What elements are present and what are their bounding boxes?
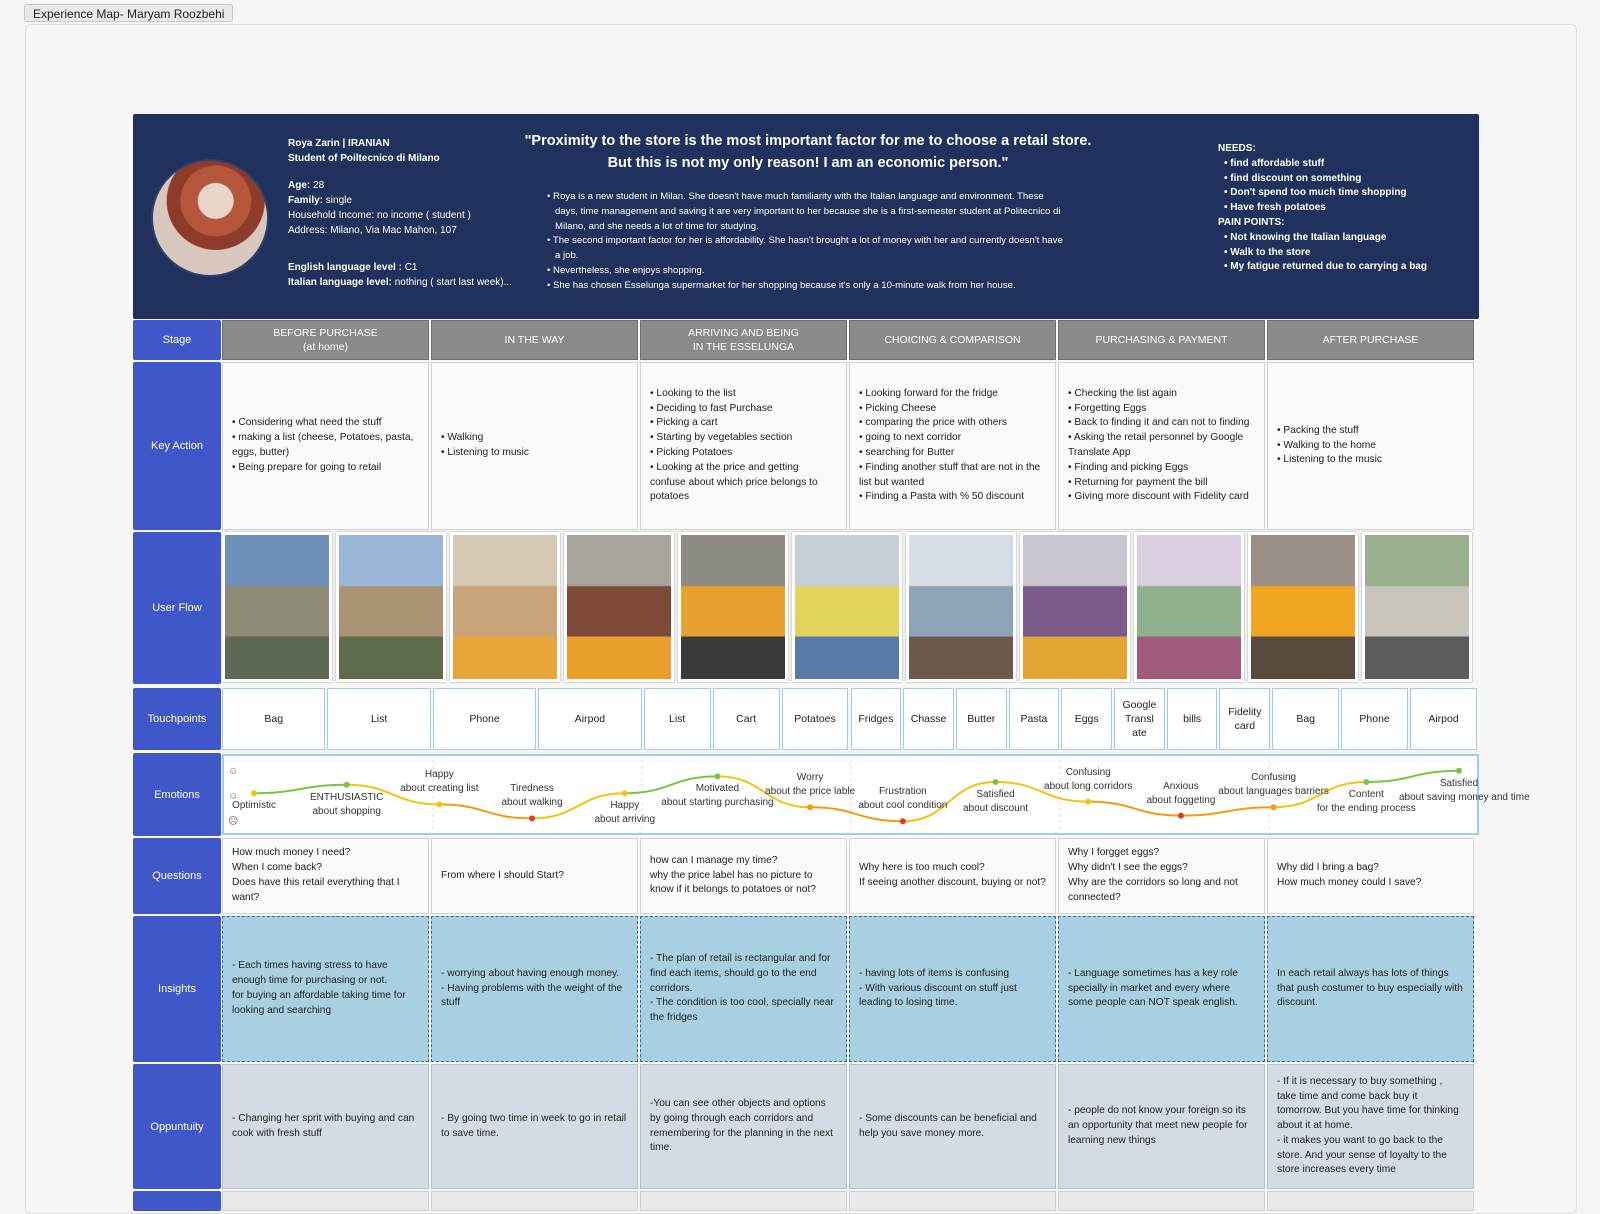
need-item: • Have fresh potatoes [1232,201,1468,216]
touchpoint-cell [433,688,536,750]
persona-card [133,114,1479,319]
emotion-point [622,790,628,796]
opportunity-cell-text: - If it is necessary to buy something , take time and come back buy it tomorrow. But you have time for thinking about it at home. - it makes you want to go back to the store. And your sense of loyalty to the store increases every time [1277,1075,1459,1176]
need-item: • find discount on something [1232,172,1468,187]
key-action-cell [1267,362,1474,530]
needs-pains [1218,142,1468,275]
touchpoint-cell [1410,688,1477,750]
key-action-item: • Packing the stuff [1277,424,1359,436]
key-action-item: • comparing the price with others [859,417,1007,429]
key-action-item: • Back to finding it and can not to finding [1068,417,1250,429]
pain-list [1218,231,1468,275]
key-action-cell [431,362,638,530]
user-flow-photo [336,532,446,682]
key-action-item: • Asking the retail personnel by Google Translate App [1068,432,1244,458]
key-action-item: • Giving more discount with Fidelity card [1068,491,1249,503]
key-action-list [232,416,419,475]
key-action-item: • Listening to the music [1277,454,1382,466]
key-action-item: • Picking Potatoes [650,447,733,458]
stage-header [640,320,847,360]
row-head-user-flow: User Flow [133,532,221,684]
key-action-item: • Picking Cheese [859,402,937,414]
touchpoint-cell-text: Airpod [1428,713,1459,725]
touchpoint-cell-text: Potatoes [794,713,836,725]
touchpoint-cell-text: Pasta [1020,713,1048,725]
persona-name: Roya Zarin | IRANIAN [288,138,390,149]
user-flow-photo [1362,532,1472,682]
question-cell-text: how can I manage my time? why the price label has no picture to know if it belongs to potatoes or not? [650,854,816,896]
emotion-point [714,773,720,779]
question-cell-text: Why I forgget eggs? Why didn't I see the eggs? Why are the corridors so long and not connected? [1068,847,1238,903]
question-cell [1058,838,1265,914]
emotion-point [1085,799,1091,805]
question-cell-text: Why here is too much cool? If seeing another discount, buying or not? [859,862,1046,888]
need-item: • find affordable stuff [1232,157,1468,172]
key-action-item: • Checking the list again [1068,387,1177,399]
opportunity-cell-text: - Some discounts can be beneficial and help you save money more. [859,1112,1037,1139]
touchpoint-cell [713,688,780,750]
insight-cell [222,916,429,1062]
key-action-item: • searching for Butter [859,447,955,458]
emotion-label: Tiredness about walking [501,783,563,809]
quote-line-2: But this is not my only reason! I am an economic person." [607,155,1009,171]
row-head-emotions: Emotions [133,753,221,836]
touchpoint-cell [327,688,430,750]
emotion-label: Worry about the price lable [765,772,856,798]
key-action-item: • Walking [441,432,484,444]
key-action-item: • Listening to music [441,447,529,458]
need-item: • Don't spend too much time shopping [1232,186,1468,201]
emotion-label: Satisfied about discount [963,789,1029,814]
emotion-label: Satisfied about saving money and time [1399,777,1530,803]
address: Address: Milano, Via Mac Mahon, 107 [288,225,457,236]
emotion-label: Happy about creating list [400,769,479,795]
key-action-item: • making a list (cheese, Potatoes, pasta, eggs, butter) [232,432,414,458]
emotion-label: Confusing about languages barriers [1218,772,1329,798]
user-flow-photo [450,532,560,682]
touchpoint-cell-text: Phone [1359,713,1390,725]
persona-story [545,190,1065,294]
stage-header-text: ARRIVING AND BEING IN THE ESSELUNGA [688,327,799,353]
row-head-stage: Stage [133,320,221,360]
insight-cell-text: - Language sometimes has a key role specially in market and every where some people can NOT speak english. [1068,967,1238,1009]
next-row-cell [1058,1191,1265,1211]
emotion-point [436,801,442,807]
emotion-line-segment [1181,807,1274,815]
pain-title: PAIN POINTS: [1218,216,1285,228]
key-action-item: • going to next corridor [859,432,962,444]
row-head-key-action: Key Action [133,362,221,530]
row-head-opportunity: Oppuntuity [133,1064,221,1189]
key-action-item: • Returning for payment the bill [1068,476,1208,488]
stage-header-text: IN THE WAY [504,334,565,346]
touchpoint-cell [903,688,954,750]
age-value: 28 [313,180,325,191]
italian-value: nothing ( start last week)... [394,277,512,288]
opportunity-cell-text: - Changing her sprit with buying and can cook with fresh stuff [232,1112,415,1139]
income: Household Income: no income ( student ) [288,210,471,221]
stage-header [431,320,638,360]
user-flow-photo [564,532,674,682]
key-action-item: • Deciding to fast Purchase [650,402,773,414]
insight-cell-text: - having lots of items is confusing - With various discount on stuff just leading to losing time. [859,967,1017,1009]
row-head-questions: Questions [133,838,221,914]
age-label: Age: [288,180,311,191]
key-action-item: • Forgetting Eggs [1068,402,1147,414]
emotion-label: Content for the ending process [1316,789,1416,814]
key-action-cell [640,362,847,530]
touchpoint-cell [1219,688,1270,750]
touchpoint-cell [782,688,849,750]
sad-face-icon: ☹ [228,816,239,827]
user-flow-photo [906,532,1016,682]
stage-header-text: AFTER PURCHASE [1322,334,1419,346]
happy-face-icon: ☺ [228,766,239,777]
needs-list [1218,157,1468,216]
touchpoint-cell-text: Fidelity card [1228,706,1262,732]
english-value: C1 [404,262,418,273]
touchpoint-cell-text: Cart [736,713,756,725]
touchpoint-cell-text: bills [1183,713,1202,725]
italian-label: Italian language level: [288,277,392,288]
opportunity-cell [222,1064,429,1189]
user-flow-photo [678,532,788,682]
stage-header [849,320,1056,360]
insight-cell [849,916,1056,1062]
key-action-item: • Walking to the home [1277,439,1376,451]
touchpoint-cell [1009,688,1060,750]
emotion-point [344,782,350,788]
touchpoint-cell [956,688,1007,750]
story-item: • She has chosen Esselunga supermarket for her shopping because it's only a 10-minute walk from her house. [555,279,1065,294]
touchpoint-cell [538,688,641,750]
key-action-cell [849,362,1056,530]
emotion-label: Motivated about starting purchasing [661,783,774,809]
story-item: • Roya is a new student in Milan. She doesn't have much familiarity with the Italian language and environment. These days, time management and saving it are very important to her because she is a first-semester student at Politecnico di Milano, and she needs a lot of time for studying. [555,190,1065,234]
emotion-point [900,818,906,824]
emotion-label: ENTHUSIASTIC about shopping [310,791,384,817]
family-value: single [325,195,352,206]
insight-cell [1267,916,1474,1062]
key-action-item: • Looking at the price and getting confuse about which price belongs to potatoes [650,461,818,503]
persona-quote [513,130,1103,174]
stage-header [1058,320,1265,360]
opportunity-cell [640,1064,847,1189]
question-cell-text: How much money I need? When I come back? Does have this retail everything that I want? [232,847,400,903]
touchpoint-cell-text: Chasse [910,713,947,725]
emotion-label: Optimistic [232,800,276,812]
user-flow-photo [1134,532,1244,682]
user-flow-photo [1248,532,1358,682]
opportunity-cell [1267,1064,1474,1189]
story-item: • Nevertheless, she enjoys shopping. [555,264,1065,279]
persona-school: Student of Poiltecnico di Milano [288,153,440,164]
key-action-list [1277,424,1382,468]
emotion-label: Happy about arriving [594,800,656,826]
key-action-list [859,387,1046,505]
touchpoint-cell-text: List [668,713,686,725]
next-row-cell [222,1191,429,1211]
question-cell-text: From where I should Start? [441,869,564,881]
touchpoint-cell-text: List [370,713,388,725]
touchpoint-cell-text: Eggs [1074,713,1099,725]
opportunity-cell [1058,1064,1265,1189]
emotion-label: Frustration about cool condition [858,786,948,812]
touchpoint-cell-text: Bag [1296,713,1315,725]
opportunity-cell-text: -You can see other objects and options by going through each corridors and remembering for the planning in the next time. [650,1097,833,1154]
needs-title: NEEDS: [1218,143,1256,154]
insight-cell-text: In each retail always has lots of things that push costumer to buy especially with discount. [1277,967,1463,1009]
pain-item: • Walk to the store [1232,246,1468,261]
touchpoint-cell-text: Phone [469,713,500,725]
emotion-point [1271,804,1277,810]
next-row-cell [849,1191,1056,1211]
opportunity-cell [849,1064,1056,1189]
touchpoint-cell [1061,688,1112,750]
user-flow-photo [1020,532,1130,682]
question-cell [849,838,1056,914]
touchpoint-cell [1341,688,1408,750]
pain-item: • My fatigue returned due to carrying a bag [1232,260,1468,275]
touchpoint-cell-text: Google Transl ate [1122,699,1157,739]
question-cell [1267,838,1474,914]
user-flow-photo [792,532,902,682]
emotion-curve [222,754,1530,835]
row-head-insights: Insights [133,916,221,1062]
touchpoint-cell [1167,688,1218,750]
key-action-list [441,431,529,461]
row-head-next [133,1191,221,1211]
emotion-point [993,779,999,785]
question-cell-text: Why did I bring a bag? How much money could I save? [1277,862,1422,888]
question-cell [222,838,429,914]
user-flow-photo [222,532,332,682]
key-action-item: • Looking to the list [650,387,736,399]
next-row-cell [1267,1191,1474,1211]
frame-title[interactable]: Experience Map- Maryam Roozbehi [24,4,233,22]
key-action-item: • Picking a cart [650,417,718,429]
stage-header-text: BEFORE PURCHASE (at home) [273,327,378,353]
emotion-point [1178,813,1184,819]
touchpoint-cell [1272,688,1339,750]
key-action-item: • Starting by vegetables section [650,432,793,444]
key-action-cell [1058,362,1265,530]
emotion-point [807,804,813,810]
stage-header-text: CHOICING & COMPARISON [884,334,1021,346]
touchpoint-cell-text: Bag [264,713,284,725]
persona-facts [288,136,528,290]
insight-cell [1058,916,1265,1062]
key-action-item: • Considering what need the stuff [232,417,382,429]
next-row-cell [431,1191,638,1211]
key-action-item: • Finding a Pasta with % 50 discount [859,491,1024,503]
question-cell [640,838,847,914]
stage-header-text: PURCHASING & PAYMENT [1095,334,1228,346]
key-action-item: • Finding another stuff that are not in the list but wanted [859,461,1041,488]
question-cell [431,838,638,914]
stage-header [1267,320,1474,360]
touchpoint-cell [1114,688,1165,750]
emotion-label: Anxious about foggeting [1146,780,1216,806]
emotion-point [1363,779,1369,785]
quote-line-1: "Proximity to the store is the most important factor for me to choose a retail store. [524,133,1092,149]
key-action-item: • Looking forward for the fridge [859,387,998,399]
opportunity-cell-text: - people do not know your foreign so its an opportunity that meet new people for learning new things [1068,1105,1248,1146]
key-action-list [1068,387,1255,505]
emotion-label: Confusing about long corridors [1044,766,1133,792]
key-action-item: • Being prepare for going to retail [232,461,382,473]
key-action-item: • Finding and picking Eggs [1068,461,1189,473]
touchpoint-cell [644,688,711,750]
insight-cell-text: - Each times having stress to have enough time for purchasing or not. for buying an affordable taking time for looking and searching [232,960,406,1016]
touchpoint-cell-text: Butter [967,713,996,725]
touchpoint-cell-text: Fridges [858,713,894,725]
user-flow-photos [222,530,1479,684]
story-item: • The second important factor for her is affordability. She hasn't brought a lot of money with her and currently doesn't have a job. [555,234,1065,264]
insight-cell-text: - worrying about having enough money. - Having problems with the weight of the stuff [441,967,623,1009]
insight-cell-text: - The plan of retail is rectangular and for find each items, should go to the end corridors. - The condition is too cool, specially near the fridges [650,953,834,1024]
row-head-touchpoints: Touchpoints [133,688,221,750]
insight-cell [431,916,638,1062]
key-action-cell [222,362,429,530]
opportunity-cell [431,1064,638,1189]
key-action-list [650,387,837,505]
persona-avatar [151,159,269,277]
english-label: English language level : [288,262,402,273]
touchpoint-cell-text: Airpod [574,713,606,725]
touchpoint-cell [222,688,325,750]
emotion-point [251,790,257,796]
stage-header [222,320,429,360]
neutral-face-icon: ☺ [228,791,239,802]
insight-cell [640,916,847,1062]
opportunity-cell-text: - By going two time in week to go in retail to save time. [441,1112,627,1139]
emotion-point [1456,768,1462,774]
pain-item: • Not knowing the Italian language [1232,231,1468,246]
family-label: Family: [288,195,324,206]
next-row-cell [640,1191,847,1211]
emotion-point [529,815,535,821]
touchpoint-cell [851,688,902,750]
